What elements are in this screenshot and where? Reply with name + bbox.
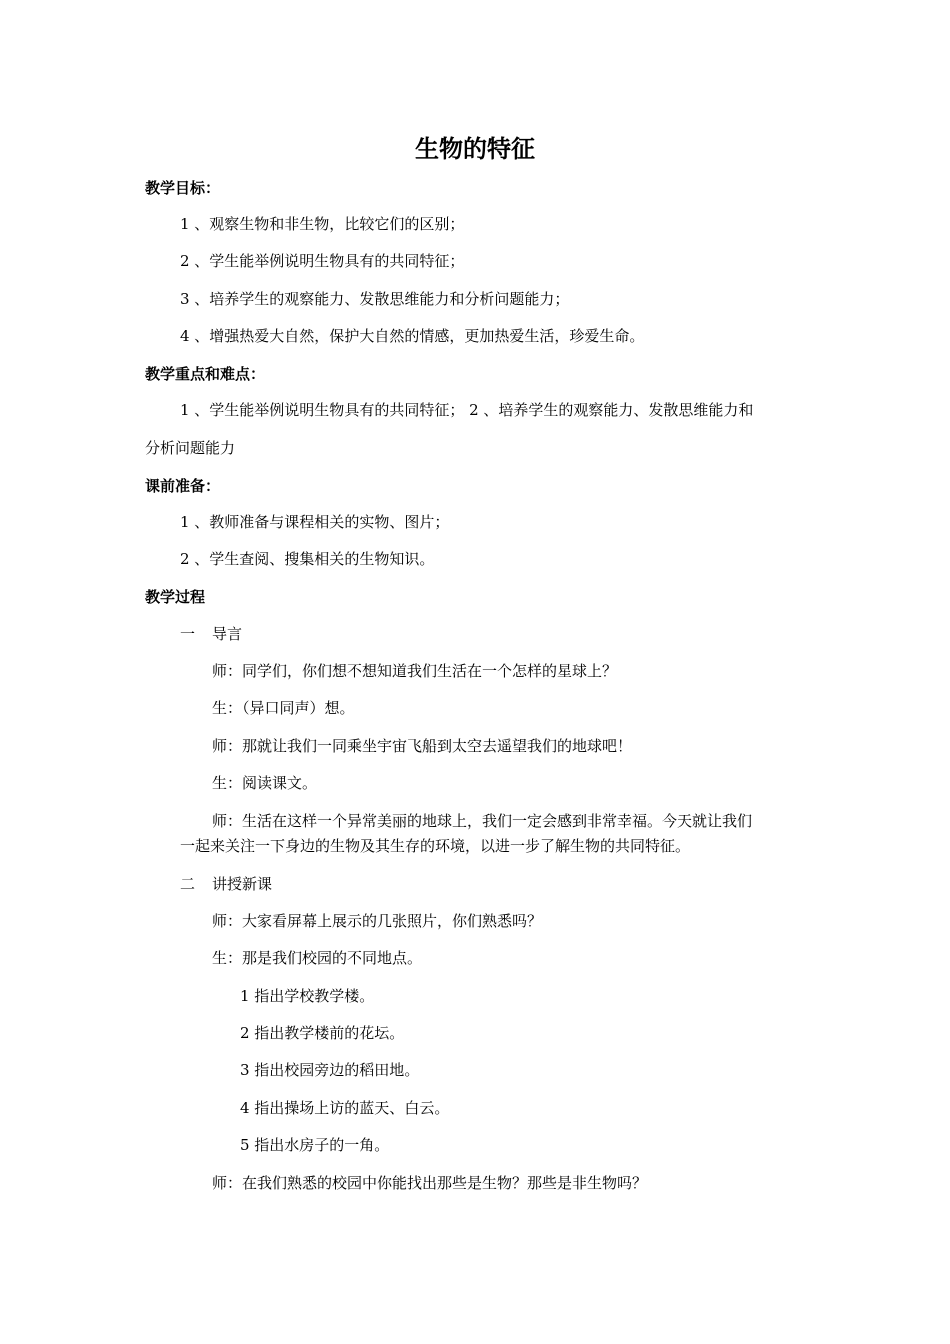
dialogue-line: 师：大家看屏幕上展示的几张照片，你们熟悉吗？ [212, 912, 543, 930]
list-item: 2 指出教学楼前的花坛。 [240, 1024, 405, 1042]
goal-item-1: 1 、观察生物和非生物，比较它们的区别； [180, 215, 465, 233]
section-1-title: 导言 [212, 625, 243, 643]
preparation-heading: 课前准备： [145, 477, 221, 495]
keypoints-heading: 教学重点和难点： [145, 365, 266, 383]
section-1-number: 一 [180, 625, 196, 643]
list-item: 5 指出水房子的一角。 [240, 1136, 390, 1154]
list-item: 3 指出校园旁边的稻田地。 [240, 1061, 420, 1079]
list-item: 4 指出操场上访的蓝天、白云。 [240, 1099, 450, 1117]
dialogue-paragraph-line-1: 师：生活在这样一个异常美丽的地球上，我们一定会感到非常幸福。今天就让我们 [212, 812, 753, 830]
dialogue-line: 生：阅读课文。 [212, 774, 318, 792]
list-item: 1 指出学校教学楼。 [240, 987, 375, 1005]
dialogue-line: 师：那就让我们一同乘坐宇宙飞船到太空去遥望我们的地球吧！ [212, 737, 633, 755]
keypoints-line-2: 分析问题能力 [145, 439, 236, 457]
dialogue-line: 师：同学们，你们想不想知道我们生活在一个怎样的星球上？ [212, 662, 618, 680]
goal-item-2: 2 、学生能举例说明生物具有的共同特征； [180, 252, 465, 270]
section-2-number: 二 [180, 875, 196, 893]
goal-item-4: 4 、增强热爱大自然，保护大自然的情感，更加热爱生活，珍爱生命。 [180, 327, 645, 345]
dialogue-line: 师：在我们熟悉的校园中你能找出那些是生物？那些是非生物吗？ [212, 1174, 648, 1192]
section-2-title: 讲授新课 [212, 875, 273, 893]
preparation-item-1: 1 、教师准备与课程相关的实物、图片； [180, 513, 450, 531]
preparation-item-2: 2 、学生查阅、搜集相关的生物知识。 [180, 550, 435, 568]
dialogue-line: 生：（异口同声）想。 [212, 699, 355, 717]
process-heading: 教学过程 [145, 588, 206, 606]
dialogue-line: 生：那是我们校园的不同地点。 [212, 949, 423, 967]
keypoints-line-1: 1 、学生能举例说明生物具有的共同特征； 2 、培养学生的观察能力、发散思维能力和 [180, 401, 754, 419]
goal-item-3: 3 、培养学生的观察能力、发散思维能力和分析问题能力； [180, 290, 570, 308]
goals-heading: 教学目标： [145, 179, 221, 197]
dialogue-paragraph-line-2: 一起来关注一下身边的生物及其生存的环境，以进一步了解生物的共同特征。 [180, 837, 691, 855]
document-title: 生物的特征 [415, 135, 535, 163]
